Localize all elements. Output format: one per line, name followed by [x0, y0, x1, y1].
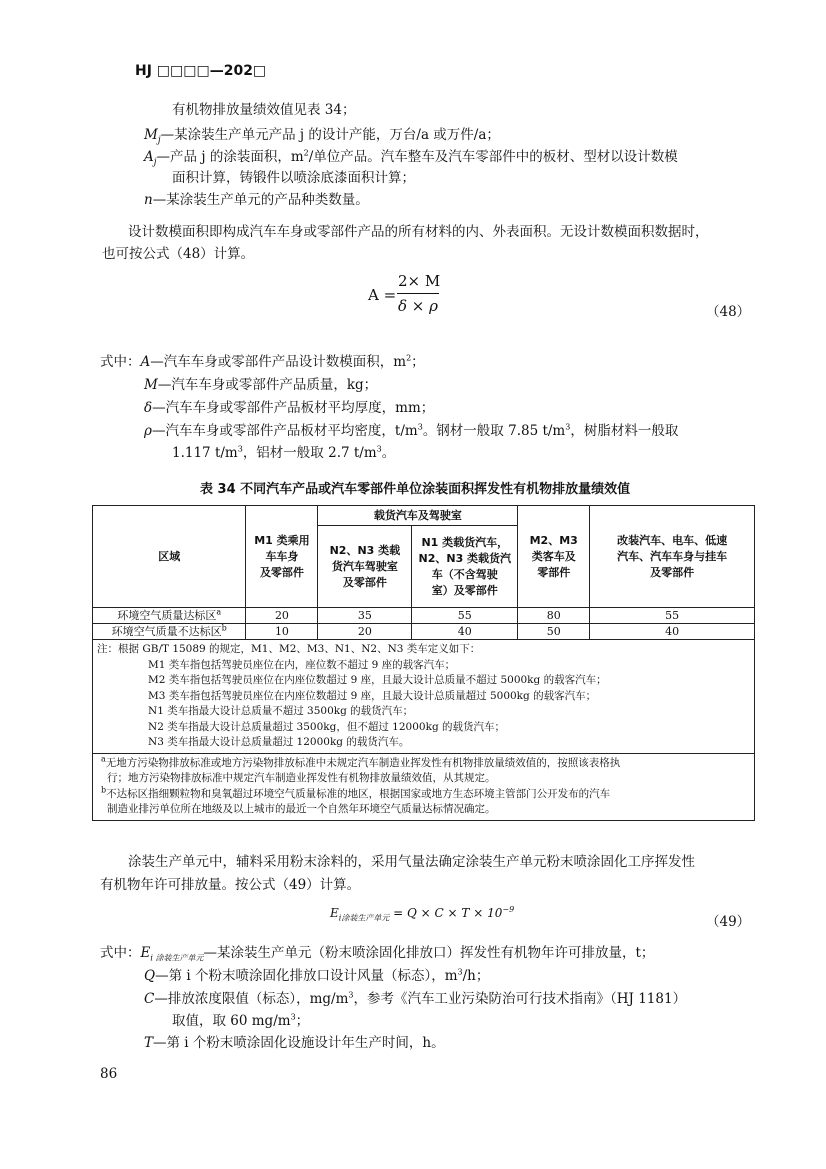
var-def-n: n—某涂装生产单元的产品种类数量。: [144, 192, 369, 208]
var-def-rho-cont: 1.117 $t/m^3$，铝材一般取 2.7 $t/m^3$。: [172, 444, 396, 461]
var-def-t: T—第 i 个粉末喷涂固化设施设计年生产时间，h。: [144, 1035, 445, 1051]
cell: 40: [412, 624, 518, 640]
table-row: [93, 624, 755, 640]
cell: 55: [412, 608, 518, 624]
var-def-m: M—汽车车身或零部件产品质量，kg；: [144, 377, 378, 393]
cell: 35: [318, 608, 412, 624]
var-def-e: 式中：$E_{i 涂装生产单元}—$某涂装生产单元（粉末喷涂固化排放口）挥发性有机物年许可排放量，t；: [100, 945, 655, 963]
cell: 50: [518, 624, 590, 640]
table-note-footnotes: $^a$无地方污染物排放标准或地方污染物排放标准中未规定汽车制造业挥发性有机物排放量绩效值的，按照该表格执 行；地方污染物排放标准中规定汽车制造业挥发性有机物排放量绩效值，从其规定。 $^b$不达标区指细颗粒物和臭氧超过环境空气质量标准的地区，根据国家或地方生态环境主管部门公开发布的汽车 制造业排污单位所在地级及以上城市的最近一个自然年环境空气质量达标情况确定。: [93, 753, 755, 820]
var-def-a: $A_j—$产品 j 的涂装面积，$m^2/$单位产品。汽车整车及汽车零部件中的板材、型材以设计数模: [144, 148, 678, 168]
formula-48-numerator: 2× M: [398, 272, 441, 290]
cell: 10: [246, 624, 318, 640]
text-line: 设计数模面积即构成汽车车身或零部件产品的所有材料的内、外表面积。无设计数模面积数据时，: [128, 224, 709, 240]
page-header: HJ □□□□—202□: [135, 63, 267, 79]
cell: 80: [518, 608, 590, 624]
row-region: 环境空气质量不达标区$^b$: [93, 624, 246, 640]
formula-48-lhs: A =: [368, 286, 397, 304]
var-def-a: 式中：A—汽车车身或零部件产品设计数模面积，$m^2$；: [100, 353, 425, 370]
header-region: 区域: [93, 506, 246, 608]
page-number: 86: [100, 1066, 118, 1082]
var-def-q: Q—第 i 个粉末喷涂固化排放口设计风量（标态），$m^3/h$；: [144, 967, 490, 984]
text-line: 也可按公式（48）计算。: [102, 246, 255, 262]
var-def-a-cont: 面积计算，铸锻件以喷涂底漆面积计算；: [172, 170, 415, 186]
formula-49: $E_{i涂装生产单元} = Q \times C \times T \times 10^{-9}$: [330, 905, 515, 923]
header-m1: M1 类乘用 车车身 及零部件: [246, 506, 318, 608]
table-34: [92, 505, 755, 821]
cell: 20: [318, 624, 412, 640]
header-modified: 改装汽车、电车、低速 汽车、汽车车身与挂车 及零部件: [590, 506, 755, 608]
text-line: 有机物排放量绩效值见表 34；: [172, 102, 356, 118]
text-line: 有机物年许可排放量。按公式（49）计算。: [100, 877, 361, 893]
table-row: [93, 608, 755, 624]
header-group-truck: 载货汽车及驾驶室: [318, 506, 518, 526]
var-def-c: C—排放浓度限值（标态），$mg/m^3$，参考《汽车工业污染防治可行技术指南》（HJ 1181）: [144, 990, 687, 1007]
header-n23: N2、N3 类载 货汽车驾驶室 及零部件: [318, 526, 412, 608]
table-note-definitions: 注：根据 GB/T 15089 的规定，M1、M2、M3、N1、N2、N3 类车定义如下： M1 类车指包括驾驶员座位在内，座位数不超过 9 座的载客汽车； M2 类车指包括驾驶员座位在内座位数超过 9 座，且最大设计总质量不超过 5000kg 的载客汽车； M3 类车指包括驾驶员座位在内座位数超过 9 座，且最大设计总质量超过 5000kg 的载客汽车； N1 类车指最大设计总质量不超过 3500kg 的载货汽车； N2 类车指最大设计总质量超过 3500kg，但不超过 12000kg 的载货汽车； N3 类车指最大设计总质量超过 12000kg 的载货汽车。: [93, 640, 755, 754]
formula-48-denominator: δ × ρ: [398, 297, 438, 315]
var-def-delta: δ—汽车车身或零部件产品板材平均厚度，mm；: [144, 400, 435, 416]
cell: 55: [590, 608, 755, 624]
header-n1: N1 类载货汽车， N2、N3 类载货汽 车（不含驾驶 室）及零部件: [412, 526, 518, 608]
row-region: 环境空气质量达标区$^a$: [93, 608, 246, 624]
var-def-rho: ρ—汽车车身或零部件产品板材平均密度，$t/m^3$。钢材一般取 7.85 $t/m^3$，树脂材料一般取: [144, 422, 679, 439]
text-line: 涂装生产单元中，辅料采用粉末涂料的，采用气量法确定涂装生产单元粉末喷涂固化工序挥发性: [128, 854, 695, 870]
var-def-m: $M_j—$某涂装生产单元产品 j 的设计产能，万台/a 或万件/a；: [144, 127, 500, 146]
formula-49-number: （49）: [706, 914, 751, 930]
cell: 20: [246, 608, 318, 624]
var-def-c-cont: 取值，取 60 $mg/m^3$；: [172, 1012, 310, 1029]
table-caption: 表 34 不同汽车产品或汽车零部件单位涂装面积挥发性有机物排放量绩效值: [200, 482, 631, 497]
cell: 40: [590, 624, 755, 640]
formula-48-number: （48）: [706, 304, 751, 320]
header-m23: M2、M3 类客车及 零部件: [518, 506, 590, 608]
fraction-bar: [397, 293, 439, 294]
